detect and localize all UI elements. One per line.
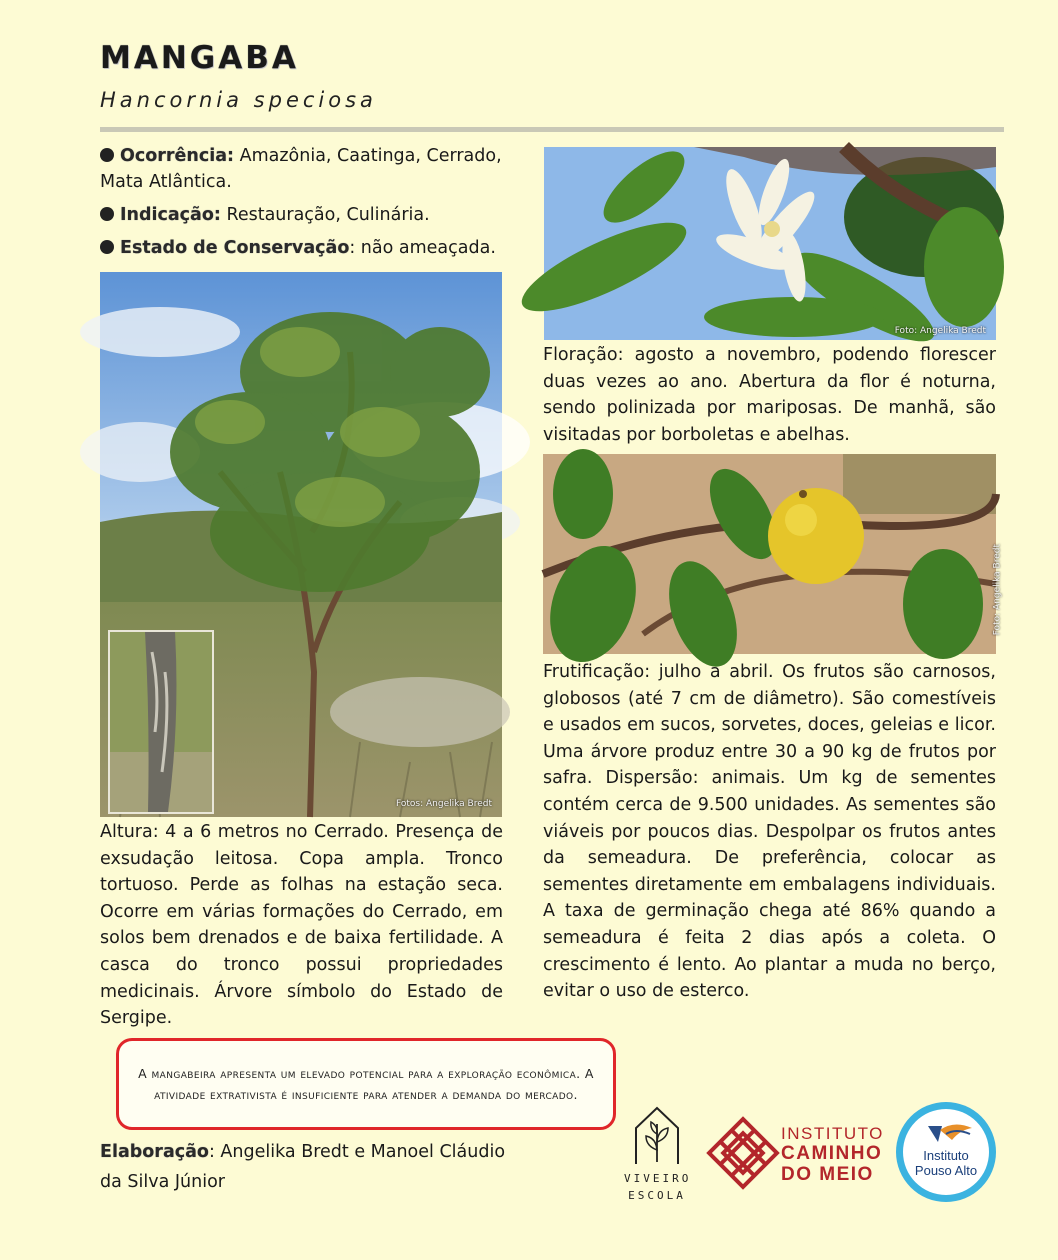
indication-value: Restauração, Culinária. bbox=[220, 205, 430, 225]
pouso-line1: Instituto bbox=[923, 1148, 969, 1163]
tree-photo bbox=[100, 272, 502, 817]
bullet-icon bbox=[100, 148, 114, 162]
caminho-line1: INSTITUTO bbox=[781, 1124, 884, 1143]
pouso-alto-logo bbox=[896, 1102, 996, 1202]
occurrence-value: Amazônia, Caatinga, Cerrado, Mata Atlântica. bbox=[100, 146, 502, 192]
credits bbox=[100, 1137, 520, 1197]
fruit-photo bbox=[543, 454, 1002, 654]
indication-label: Indicação: bbox=[120, 205, 221, 225]
flower-illustration bbox=[544, 147, 996, 340]
fruit-photo-credit: Foto: Angelika Bredt bbox=[992, 544, 1002, 636]
caminho-logo-text bbox=[781, 1124, 884, 1185]
notice-box bbox=[116, 1038, 616, 1130]
conservation-item bbox=[100, 235, 530, 261]
page-title: MANGABA bbox=[100, 40, 299, 76]
caminho-knot-icon bbox=[707, 1114, 779, 1192]
caminho-line3: DO MEIO bbox=[781, 1164, 874, 1185]
pouso-line2: Pouso Alto bbox=[914, 1163, 978, 1178]
flowering-description: Floração: agosto a novembro, podendo florescer duas vezes ao ano. Abertura da flor é noturna, sendo polinizada por mariposas. De manhã, são visitadas por borboletas e abelhas. bbox=[543, 345, 996, 445]
viveiro-line1: VIVEIRO bbox=[624, 1172, 692, 1185]
conservation-label: Estado de Conservação bbox=[120, 238, 350, 258]
tree-description: Altura: 4 a 6 metros no Cerrado. Presença de exsudação leitosa. Copa ampla. Tronco tortuoso. Perde as folhas na estação seca. Ocorre em várias formações do Cerrado, em solos bem drenados e de baixa fertilidade. A casca do tronco possui propriedades medicinais. Árvore símbolo do Estado de Sergipe. bbox=[100, 822, 503, 1029]
bird-icon bbox=[926, 1120, 976, 1146]
caminho-line2: CAMINHO bbox=[781, 1143, 883, 1164]
credits-value: : Angelika Bredt e Manoel Cláudio da Silva Júnior bbox=[100, 1142, 506, 1192]
sprout-icon bbox=[624, 1102, 690, 1168]
bullet-icon bbox=[100, 240, 114, 254]
notice-text: A mangabeira apresenta um elevado potencial para a exploração econômica. A atividade extrativista é insuficiente para atender a demanda do mercado. bbox=[138, 1066, 594, 1102]
trunk-illustration bbox=[110, 632, 212, 812]
pouso-logo-text bbox=[896, 1148, 996, 1178]
tree-photo-credit: Fotos: Angelika Bredt bbox=[396, 799, 492, 809]
bullet-icon bbox=[100, 207, 114, 221]
conservation-value: : não ameaçada. bbox=[349, 238, 496, 258]
credits-label: Elaboração bbox=[100, 1142, 209, 1162]
viveiro-line2: ESCOLA bbox=[628, 1189, 686, 1202]
scientific-name: Hancornia speciosa bbox=[100, 88, 377, 112]
indication-item bbox=[100, 202, 530, 228]
occurrence-item bbox=[100, 143, 530, 195]
header-divider bbox=[100, 127, 1004, 132]
flower-photo-credit: Foto: Angelika Bredt bbox=[894, 326, 986, 336]
info-list bbox=[100, 143, 530, 268]
occurrence-label: Ocorrência: bbox=[120, 146, 235, 166]
flower-photo bbox=[544, 147, 996, 340]
viveiro-escola-logo bbox=[624, 1102, 690, 1202]
trunk-inset-photo bbox=[108, 630, 214, 814]
fruiting-description: Frutificação: julho a abril. Os frutos são carnosos, globosos (até 7 cm de diâmetro). São comestíveis e usados em sucos, sorvetes, doces, geleias e licor. Uma árvore produz entre 30 a 90 kg de frutos por safra. Dispersão: animais. Um kg de sementes contém cerca de 9.500 unidades. As sementes são viáveis por poucos dias. Despolpar os frutos antes da semeadura. De preferência, colocar as sementes diretamente em embalagens individuais. A taxa de germinação chega até 86% quando a semeadura é feita 2 dias após a coleta. O crescimento é lento. Ao plantar a muda no berço, evitar o uso de esterco. bbox=[543, 662, 996, 1002]
fruit-illustration bbox=[543, 454, 996, 654]
